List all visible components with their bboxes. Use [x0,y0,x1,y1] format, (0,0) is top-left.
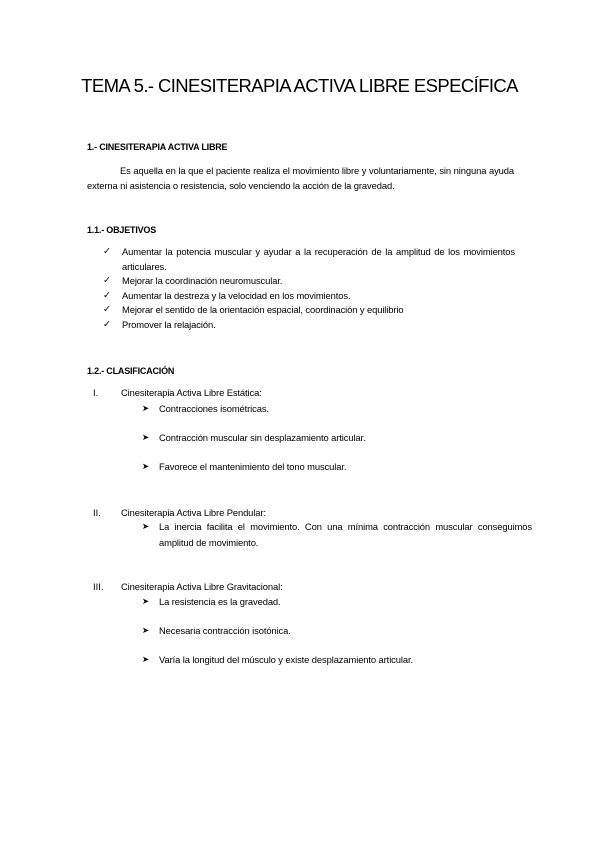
list-item [103,245,515,274]
list-item [103,274,515,289]
classification-label-estatica: Cinesiterapia Activa Libre Estática: [121,387,262,398]
checkmark-icon: ✓ [103,304,111,316]
section-heading-clasificacion: 1.2.- CLASIFICACIÓN [87,366,175,376]
list-item-text: Mejorar la coordinación neuromuscular. [122,275,283,287]
list-item-text: Contracciones isométricas. [159,403,269,414]
list-item [103,289,515,304]
roman-numeral: II. [93,507,101,518]
list-item-text: Varía la longitud del músculo y existe desplazamiento articular. [159,654,413,665]
section-heading-objetivos: 1.1.- OBJETIVOS [87,225,157,235]
list-item [142,623,532,639]
roman-numeral: III. [93,581,104,592]
arrowhead-icon: ➤ [142,625,150,635]
list-item-text: Necesaria contracción isotónica. [159,625,291,636]
checkmark-icon: ✓ [103,275,111,287]
list-item [142,652,532,668]
list-item [142,459,532,475]
list-item-text: La inercia facilita el movimiento. Con una mínima contracción muscular conseguimos amplitud de movimiento. [159,521,532,548]
list-item [142,401,532,417]
classification-label-gravitacional: Cinesiterapia Activa Libre Gravitacional: [121,581,283,592]
checkmark-icon: ✓ [103,318,111,330]
document-title: TEMA 5.- CINESITERAPIA ACTIVA LIBRE ESPECÍFICA [81,75,518,96]
list-item-text: Mejorar el sentido de la orientación espacial, coordinación y equilibrio [122,304,404,316]
section-paragraph-definition: Es aquella en la que el paciente realiza el movimiento libre y voluntariamente, sin ninguna ayuda externa ni asistencia o resistencia, solo venciendo la acción de la gravedad. [87,165,514,191]
roman-numeral: I. [93,387,99,398]
checkmark-icon: ✓ [103,289,111,301]
arrowhead-icon: ➤ [142,654,150,664]
section-heading-activa-libre: 1.- CINESITERAPIA ACTIVA LIBRE [87,142,228,152]
list-item-text: Aumentar la potencia muscular y ayudar a la recuperación de la amplitud de los movimientos articulares. [122,246,515,272]
arrowhead-icon: ➤ [142,461,150,471]
list-item [142,430,532,446]
list-item-text: La resistencia es la gravedad. [159,596,281,607]
arrowhead-icon: ➤ [142,521,150,531]
list-item-text: Promover la relajación. [122,318,216,330]
list-item-text: Aumentar la destreza y la velocidad en los movimientos. [122,289,351,301]
arrowhead-icon: ➤ [142,596,150,606]
arrowhead-icon: ➤ [142,432,150,442]
list-item [142,594,532,610]
checkmark-icon: ✓ [103,246,111,257]
classification-label-pendular: Cinesiterapia Activa Libre Pendular: [121,507,266,518]
list-item [103,318,515,333]
list-item [103,303,515,318]
list-item [142,519,532,550]
objectives-list [103,245,515,333]
arrowhead-icon: ➤ [142,403,150,413]
list-item-text: Contracción muscular sin desplazamiento articular. [159,432,366,443]
list-item-text: Favorece el mantenimiento del tono muscular. [159,461,347,472]
